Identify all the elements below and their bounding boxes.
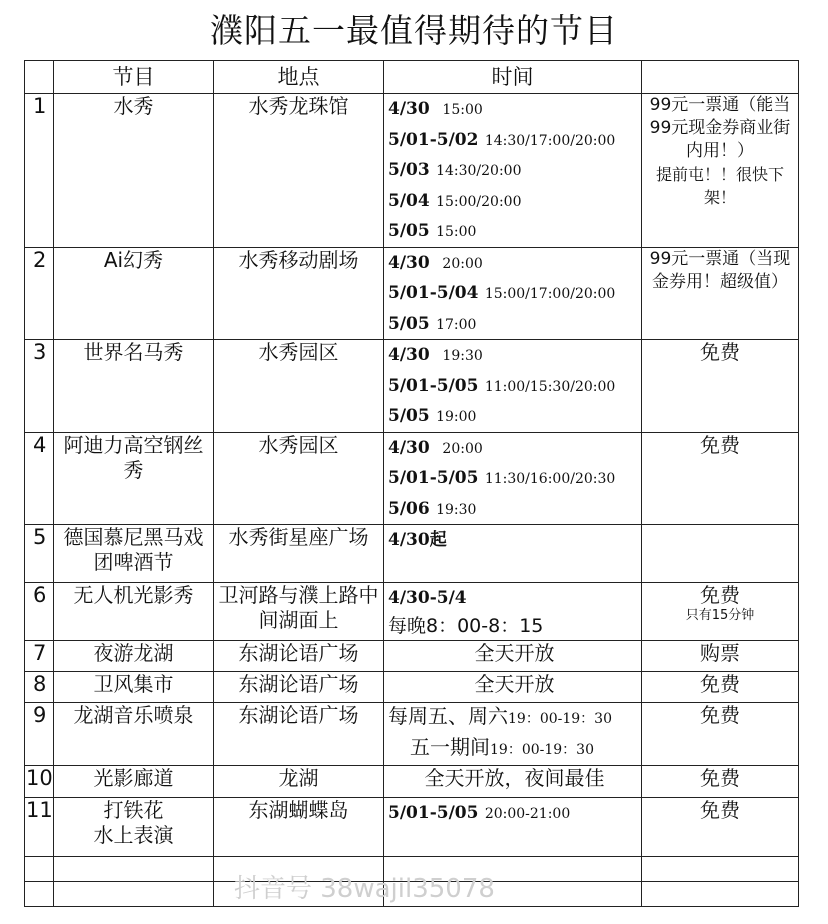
show-name: 夜游龙湖 (54, 641, 214, 672)
header-place: 地点 (214, 61, 384, 94)
time-text: 全天开放 (474, 672, 555, 696)
show-time (384, 766, 642, 798)
ticket-note-small: 只有15分钟 (685, 608, 755, 623)
show-name: 龙湖音乐喷泉 (54, 703, 214, 766)
show-name: 世界名马秀 (54, 340, 214, 433)
show-note (642, 583, 799, 641)
show-name-line1: 打铁花 (103, 798, 164, 822)
table-row (25, 247, 799, 340)
time-text: 全天开放，夜间最佳 (424, 766, 605, 790)
time-date: 5/06 (388, 498, 430, 519)
time-hours: 19:30 (442, 348, 483, 364)
show-place: 东湖蝴蝶岛 (214, 798, 384, 857)
empty-cell (642, 882, 799, 907)
show-note: 免费 (642, 766, 799, 798)
time-hours: 19:00 (436, 409, 477, 425)
watermark: 抖音号 38wajil35078 (234, 874, 495, 904)
time-date: 5/01-5/02 (388, 129, 479, 150)
time-hours: 15:00 (436, 224, 477, 240)
time-text: 每晚8：00-8：15 (388, 614, 544, 637)
time-text: 全天开放 (474, 641, 555, 665)
table-row (25, 94, 799, 248)
time-hours: 11:30/16:00/20:30 (484, 471, 616, 487)
time-hours: 20:00 (442, 440, 483, 457)
table-row (25, 340, 799, 433)
empty-cell (25, 857, 54, 882)
show-place: 东湖论语广场 (214, 672, 384, 703)
time-label: 五一期间 (410, 734, 490, 759)
show-time (384, 432, 642, 525)
show-time (384, 583, 642, 641)
table-header-row (25, 61, 799, 94)
show-name: 卫风集市 (54, 672, 214, 703)
time-date: 5/05 (388, 313, 430, 334)
time-date: 5/05 (388, 406, 430, 426)
row-number: 11 (25, 798, 54, 857)
row-number: 4 (25, 432, 54, 525)
time-date: 5/04 (388, 190, 430, 211)
show-time (384, 703, 642, 766)
show-time (384, 798, 642, 857)
show-name: 德国慕尼黑马戏团啤酒节 (54, 525, 214, 583)
row-number: 1 (25, 94, 54, 248)
show-note: 免费 (642, 340, 799, 433)
empty-cell (54, 857, 214, 882)
show-place: 东湖论语广场 (214, 641, 384, 672)
time-hours: 20:00-21:00 (484, 806, 571, 822)
time-date: 4/30 (388, 345, 430, 365)
row-number: 5 (25, 525, 54, 583)
ticket-note-extra: 提前屯！！很快下架！ (655, 165, 784, 207)
show-note (642, 525, 799, 583)
show-note: 购票 (642, 641, 799, 672)
time-date: 5/01-5/04 (388, 283, 479, 303)
table-row (25, 525, 799, 583)
show-name-line2: 水上表演 (93, 823, 174, 847)
show-note: 免费 (642, 432, 799, 525)
header-no (25, 61, 54, 94)
page-title: 濮阳五一最值得期待的节目 (210, 11, 618, 50)
header-name: 节目 (54, 61, 214, 94)
show-time (384, 247, 642, 340)
show-place: 卫河路与濮上路中间湖面上 (214, 583, 384, 641)
time-date: 5/01-5/05 (388, 803, 479, 823)
time-hours: 11:00/15:30/20:00 (484, 378, 616, 395)
schedule-table (24, 60, 799, 907)
time-hours: 19:30 (436, 501, 477, 518)
table-row (25, 798, 799, 857)
show-place: 水秀园区 (214, 432, 384, 525)
row-number: 3 (25, 340, 54, 433)
time-date: 4/30 (388, 437, 430, 458)
empty-cell (25, 882, 54, 907)
time-date: 4/30 (388, 252, 430, 273)
table-row (25, 703, 799, 766)
table-row (25, 672, 799, 703)
row-number: 7 (25, 641, 54, 672)
time-hours: 19：00-19：30 (508, 711, 612, 727)
time-hours: 17:00 (436, 316, 477, 333)
row-number: 8 (25, 672, 54, 703)
row-number: 9 (25, 703, 54, 766)
table-row (25, 432, 799, 525)
time-date: 4/30 (388, 99, 430, 119)
time-label: 每周五、周六 (388, 704, 508, 728)
show-note: 免费 (642, 798, 799, 857)
ticket-note: 99元一票通（能当99元现金券商业街内用！） (649, 95, 791, 161)
time-hours: 15:00/17:00/20:00 (484, 286, 616, 302)
show-name: 水秀 (54, 94, 214, 248)
header-note (642, 61, 799, 94)
show-place: 水秀园区 (214, 340, 384, 433)
time-hours: 14:30/20:00 (436, 163, 522, 179)
time-date: 4/30起 (388, 530, 447, 550)
ticket-note: 免费 (700, 583, 740, 607)
time-date: 4/30-5/4 (388, 588, 467, 608)
show-time (384, 94, 642, 248)
show-place: 水秀移动剧场 (214, 247, 384, 340)
row-number: 6 (25, 583, 54, 641)
time-date: 5/01-5/05 (388, 375, 479, 396)
show-place: 水秀龙珠馆 (214, 94, 384, 248)
show-time (384, 672, 642, 703)
header-time: 时间 (384, 61, 642, 94)
time-hours: 14:30/17:00/20:00 (484, 132, 616, 149)
time-hours: 19：00-19：30 (490, 741, 594, 758)
show-name: 光影廊道 (54, 766, 214, 798)
show-name: 阿迪力高空钢丝秀 (54, 432, 214, 525)
empty-cell (54, 882, 214, 907)
time-hours: 15:00/20:00 (436, 193, 522, 210)
show-place: 水秀街星座广场 (214, 525, 384, 583)
row-number: 10 (25, 766, 54, 798)
show-place: 东湖论语广场 (214, 703, 384, 766)
show-place: 龙湖 (214, 766, 384, 798)
show-name (54, 798, 214, 857)
show-note: 99元一票通（当现金券用！超级值） (642, 247, 799, 340)
time-hours: 15:00 (442, 102, 483, 118)
show-note: 免费 (642, 672, 799, 703)
show-name: Ai幻秀 (54, 247, 214, 340)
show-time (384, 340, 642, 433)
time-date: 5/05 (388, 221, 430, 241)
show-time (384, 525, 642, 583)
time-date: 5/01-5/05 (388, 468, 479, 488)
time-date: 5/03 (388, 160, 430, 180)
time-hours: 20:00 (442, 255, 483, 272)
table-row (25, 583, 799, 641)
show-note: 免费 (642, 703, 799, 766)
show-note (642, 94, 799, 248)
empty-cell (642, 857, 799, 882)
table-row (25, 766, 799, 798)
show-time (384, 641, 642, 672)
row-number: 2 (25, 247, 54, 340)
table-row (25, 641, 799, 672)
show-name: 无人机光影秀 (54, 583, 214, 641)
